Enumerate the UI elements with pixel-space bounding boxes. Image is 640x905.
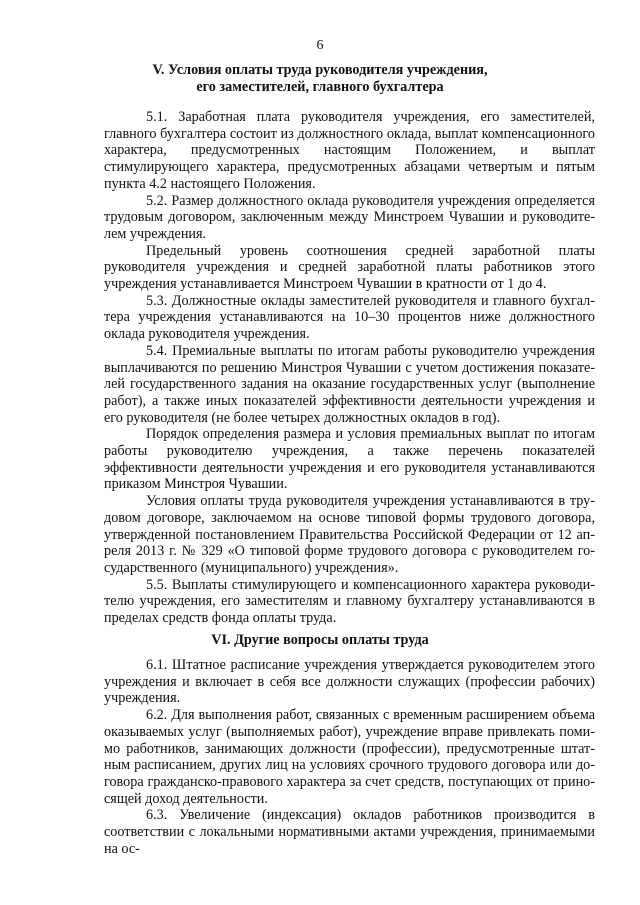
paragraph-6-3: 6.3. Увеличение (индексация) окладов работников производится в соответствии с локальными нормативными актами учреждения, принимаемыми на ос- — [104, 807, 595, 857]
paragraph-5-3: 5.3. Должностные оклады заместителей руководителя и главного бухгалтера учреждения устанавливаются на 10–30 процентов ниже должностного оклада руководителя учреждения. — [104, 292, 595, 343]
section-6-heading: VI. Другие вопросы оплаты труда — [211, 632, 429, 648]
paragraph-6-1: 6.1. Штатное расписание учреждения утверждается руководителем этого учреждения и включает в себя все должности служащих (профессии рабочих) учреждения. — [104, 657, 595, 707]
paragraph-5-1: 5.1. Заработная плата руководителя учреждения, его заместителей, главного бухгалтера состоит из должностного оклада, выплат компенсационного характера, предусмотренных настоящим Положением, и выплат стимулирующего характера, предусмотренных абзацами четвертым и пятым пункта 4.2 настоящего Положения. — [104, 109, 595, 192]
page-number: 6 — [316, 38, 324, 53]
paragraph-6-2: 6.2. Для выполнения работ, связанных с временным расширением объема оказываемых услуг (выполняемых работ), учреждение вправе привлекать помимо работников, занимающих должности (профессии), предусмотренные штатным расписанием, других лиц на условиях срочного трудового договора или договора гражданско-правового характера за счет средств, поступающих от приносящей доход деятельности. — [104, 707, 595, 807]
paragraph-5-2-ratio: Предельный уровень соотношения средней заработной платы руководителя учреждения и средней заработной платы работников этого учреждения устанавливается Минстроем Чувашии в кратности от 1 до 4. — [104, 242, 595, 293]
paragraph-5-5: 5.5. Выплаты стимулирующего и компенсационного характера руководителю учреждения, его заместителям и главному бухгалтеру устанавливаются в пределах средств фонда оплаты труда. — [104, 576, 595, 627]
section-5-body — [104, 109, 595, 627]
section-5-heading-line-2: его заместителей, главного бухгалтера — [196, 78, 444, 95]
paragraph-5-4-contract: Условия оплаты труда руководителя учреждения устанавливаются в трудовом договоре, заключаемом на основе типовой формы трудового договора, утвержденной постановлением Правительства Российской Федерации от 12 апреля 2013 г. № 329 «О типовой форме трудового договора с руководителем государственного (муниципального) учреждения». — [104, 493, 595, 576]
paragraph-5-4: 5.4. Премиальные выплаты по итогам работы руководителю учреждения выплачиваются по решению Минстроя Чувашии с учетом достижения показателей государственного задания на оказание государственных услуг (выполнение работ), а также иных показателей эффективности деятельности учреждения и его руководителя (не более четырех должностных окладов в год). — [104, 342, 595, 426]
section-5-heading-line-1: V. Условия оплаты труда руководителя учреждения, — [152, 62, 488, 78]
paragraph-5-2: 5.2. Размер должностного оклада руководителя учреждения определяется трудовым договором, заключенным между Минстроем Чувашии и руководителем учреждения. — [104, 192, 595, 242]
section-5-heading — [0, 62, 640, 95]
section-6-body — [104, 657, 595, 857]
paragraph-5-4-procedure: Порядок определения размера и условия премиальных выплат по итогам работы руководителю учреждения, а также перечень показателей эффективности деятельности учреждения и его руководителя устанавливаются приказом Минстроя Чувашии. — [104, 426, 595, 493]
